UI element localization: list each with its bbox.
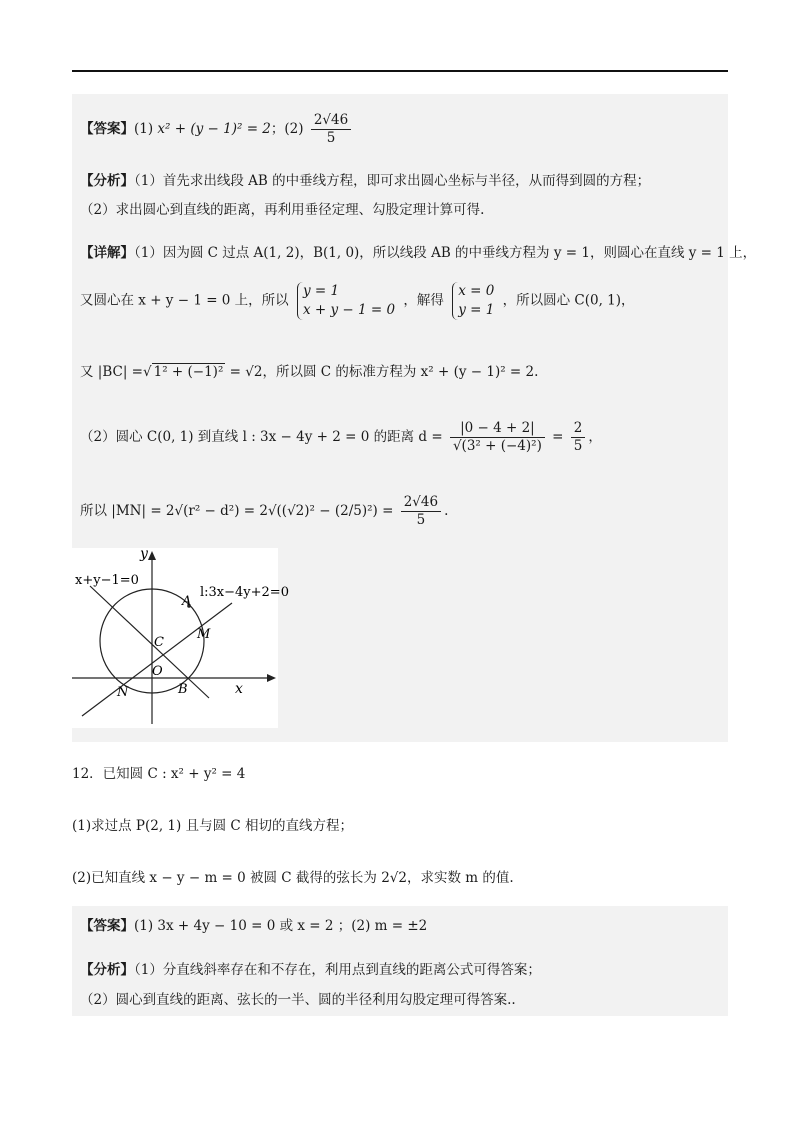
detail-11-line3: 又 |BC| =√ 1² + (−1)² = √2，所以圆 C 的标准方程为 x² + (y − 1)² = 2.	[80, 364, 539, 380]
answer-label-12: 【答案】	[80, 918, 134, 934]
label-o: O	[152, 664, 163, 679]
label-y: y	[140, 546, 148, 562]
detail-11-line5: 所以 |MN| = 2√(r² − d²) = 2√((√2)² − (2/5)²) = $\frac{2√46}{5}$ .	[80, 494, 449, 528]
label-line2: l:3x−4y+2=0	[200, 585, 289, 600]
label-x: x	[235, 681, 243, 697]
chord-result: $\frac{2√46}{5}$	[401, 494, 441, 529]
equation-system-1: y = 1 x + y − 1 = 0	[297, 282, 395, 320]
distance-fraction: $\frac{|0 - 4 + 2|}{\text{√(3² + (−4)²)}}$	[450, 420, 545, 455]
question-12-part1: (1)求过点 P(2, 1) 且与圆 C 相切的直线方程；	[72, 818, 353, 834]
analysis-11-line1: 【分析】（1）首先求出线段 AB 的中垂线方程，即可求出圆心坐标与半径，从而得到圆的方程；	[80, 173, 651, 189]
detail-11-line2: 又圆心在 x + y − 1 = 0 上，所以 y = 1 x + y − 1 = 0 ，解得 x = 0 y = 1 ，所以圆心 C(0, 1)，	[80, 283, 635, 318]
answer-12: 【答案】(1) 3x + 4y − 10 = 0 或 x = 2 ；(2) m = ±2	[80, 918, 428, 934]
analysis-11-line2: （2）求出圆心到直线的距离，再利用垂径定理、勾股定理计算可得.	[80, 202, 485, 218]
detail-label: 【详解】	[80, 245, 134, 261]
question-12-part2: (2)已知直线 x − y − m = 0 被圆 C 截得的弦长为 2√2，求实数 m 的值.	[72, 870, 514, 886]
label-m: M	[197, 627, 211, 642]
label-n: N	[117, 685, 129, 700]
label-a: A	[182, 594, 192, 609]
analysis-label: 【分析】	[80, 173, 134, 189]
answer-11: 【答案】(1) x² + (y − 1)² = 2；(2) $\frac{2√46}{5}$	[80, 112, 354, 147]
answer-eq2: $\frac{2√46}{5}$	[311, 112, 351, 147]
analysis-12-line2: （2）圆心到直线的距离、弦长的一半、圆的半径利用勾股定理可得答案..	[80, 992, 516, 1008]
answer-label: 【答案】	[80, 121, 134, 137]
detail-11-line1: 【详解】（1）因为圆 C 过点 A(1, 2)，B(1, 0)，所以线段 AB 的中垂线方程为 y = 1，则圆心在直线 y = 1 上，	[80, 245, 757, 261]
label-c: C	[154, 635, 164, 650]
question-12-stem: 12．已知圆 C : x² + y² = 4	[72, 766, 246, 782]
header-rule	[72, 70, 728, 72]
label-b: B	[178, 682, 188, 697]
analysis-12-line1: 【分析】（1）分直线斜率存在和不存在，利用点到直线的距离公式可得答案；	[80, 962, 541, 978]
analysis-label-12: 【分析】	[80, 962, 134, 978]
distance-result: $\frac{2}{5}$	[571, 420, 586, 455]
detail-11-line4: （2）圆心 C(0, 1) 到直线 l : 3x − 4y + 2 = 0 的距离 d = $\frac{|0 - 4 + 2|}{\text{√(3² + (−4)²)}}$ = $\frac{2}{5}$ ，	[80, 420, 602, 454]
geometry-figure	[72, 546, 289, 728]
equation-system-2: x = 0 y = 1	[452, 282, 494, 320]
label-line1: x+y−1=0	[75, 573, 139, 588]
answer-eq1: x² + (y − 1)² = 2	[157, 121, 271, 137]
